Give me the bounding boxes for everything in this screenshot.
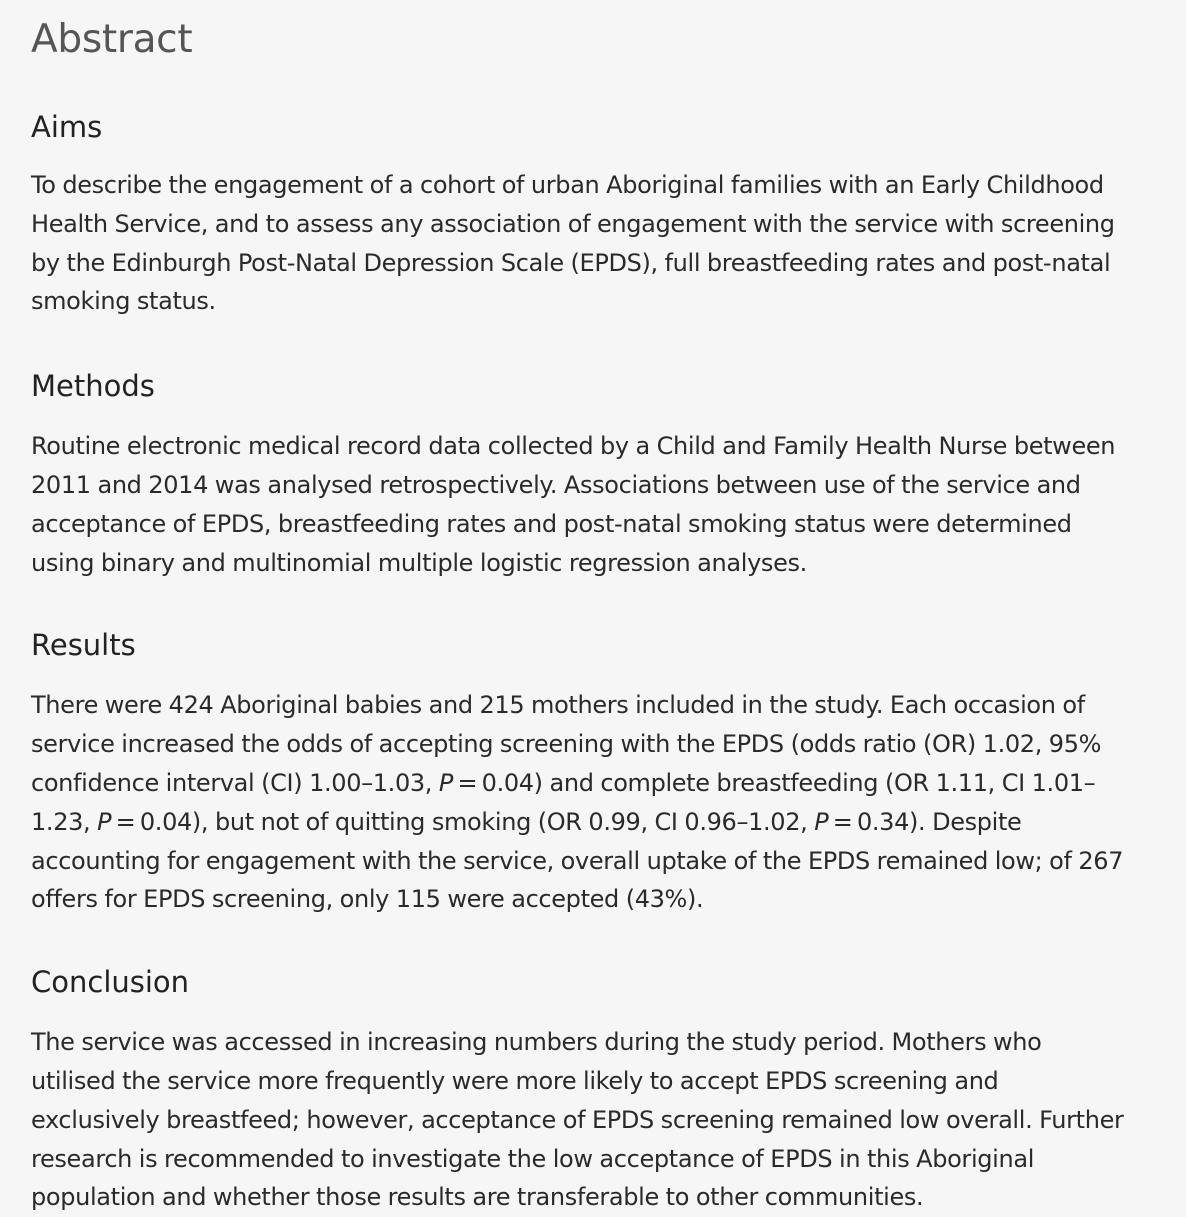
methods-line: Routine electronic medical record data collected by a Child and Family Health Nurse between: [31, 432, 1116, 461]
p-value-symbol: P: [438, 768, 453, 797]
p-value-symbol: P: [97, 807, 112, 836]
results-line: service increased the odds of accepting screening with the EPDS (odds ratio (OR) 1.02, 95%: [31, 730, 1102, 759]
results-line: [31, 764, 1161, 803]
methods-line: acceptance of EPDS, breastfeeding rates and post-natal smoking status were determined: [31, 509, 1072, 538]
conclusion-line: research is recommended to investigate the low acceptance of EPDS in this Aboriginal: [31, 1144, 1035, 1173]
methods-heading: Methods: [31, 369, 155, 404]
results-text: confidence interval (CI) 1.00–1.03,: [31, 768, 439, 797]
conclusion-line: population and whether those results are transferable to other communities.: [31, 1183, 924, 1212]
conclusion-heading: Conclusion: [31, 965, 190, 1000]
results-text: 1.23,: [31, 807, 98, 836]
conclusion-line: exclusively breastfeed; however, acceptance of EPDS screening remained low overall. Further: [31, 1105, 1124, 1134]
results-line: There were 424 Aboriginal babies and 215 mothers included in the study. Each occasion of: [31, 691, 1085, 720]
results-text: = 0.04) and complete breastfeeding (OR 1.11, CI 1.01–: [453, 768, 1096, 797]
conclusion-line: utilised the service more frequently were more likely to accept EPDS screening and: [31, 1066, 999, 1095]
results-line: accounting for engagement with the service, overall uptake of the EPDS remained low; of 267: [31, 846, 1124, 875]
results-line: [31, 803, 1161, 842]
methods-paragraph: [31, 427, 1161, 582]
methods-line: using binary and multinomial multiple logistic regression analyses.: [31, 548, 807, 577]
aims-line: smoking status.: [31, 287, 216, 316]
aims-line: Health Service, and to assess any association of engagement with the service with screening: [31, 209, 1115, 238]
aims-paragraph: [31, 166, 1161, 321]
conclusion-paragraph: [31, 1023, 1161, 1217]
results-text: = 0.34). Despite: [828, 807, 1022, 836]
results-line: offers for EPDS screening, only 115 were accepted (43%).: [31, 885, 704, 914]
results-paragraph: [31, 686, 1161, 919]
aims-heading: Aims: [31, 110, 103, 144]
results-heading: Results: [31, 628, 136, 663]
abstract-title: Abstract: [31, 17, 193, 62]
p-value-symbol: P: [814, 807, 829, 836]
methods-line: 2011 and 2014 was analysed retrospectively. Associations between use of the service and: [31, 470, 1081, 499]
aims-line: To describe the engagement of a cohort of urban Aboriginal families with an Early Childhood: [31, 171, 1104, 199]
results-text: = 0.04), but not of quitting smoking (OR 0.99, CI 0.96–1.02,: [111, 807, 815, 836]
conclusion-line: The service was accessed in increasing numbers during the study period. Mothers who: [31, 1028, 1042, 1057]
aims-line: by the Edinburgh Post-Natal Depression Scale (EPDS), full breastfeeding rates and post-natal: [31, 248, 1111, 277]
